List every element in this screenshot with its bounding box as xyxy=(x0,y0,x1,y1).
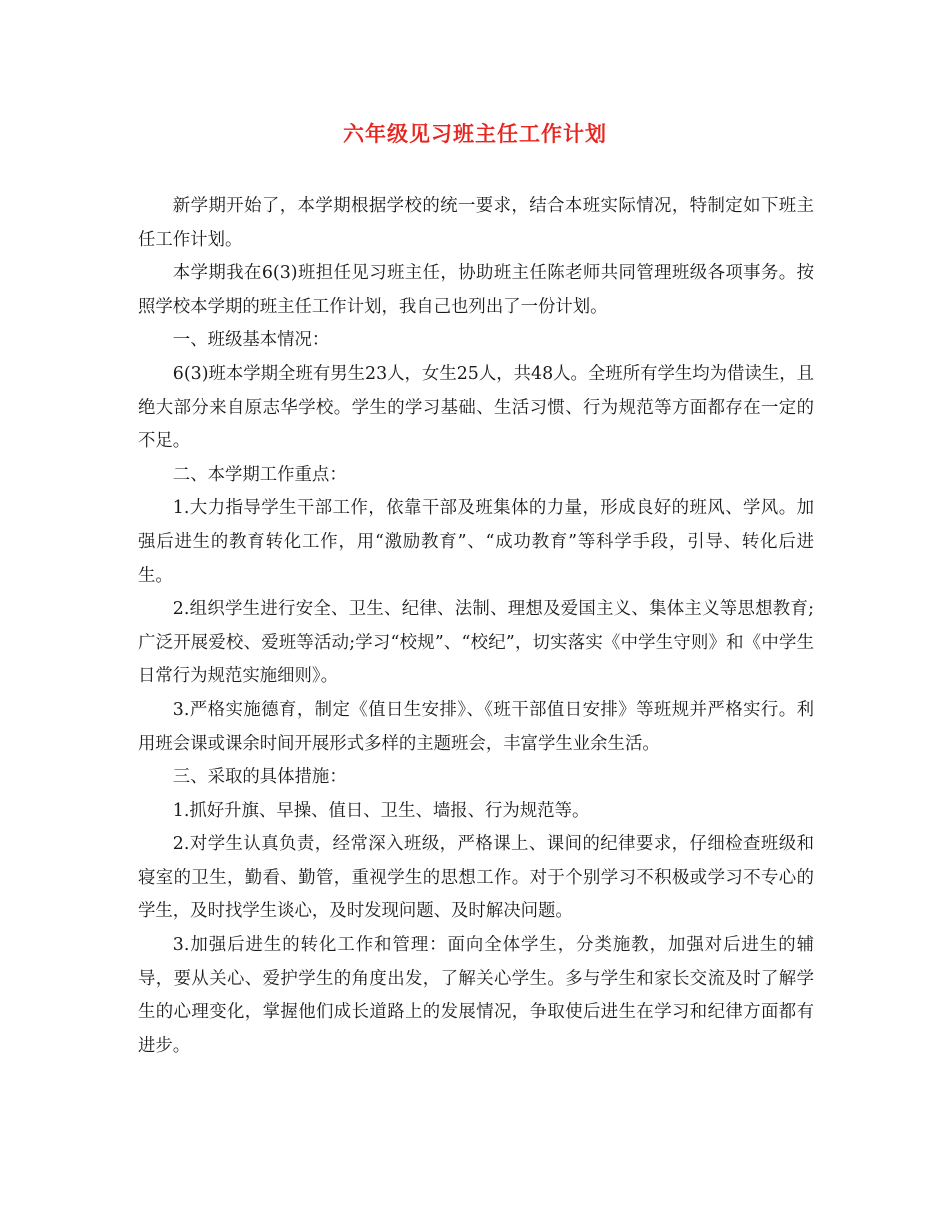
paragraph: 2.组织学生进行安全、卫生、纪律、法制、理想及爱国主义、集体主义等思想教育;广泛开展爱校、爱班等活动;学习“校规”、“校纪”，切实落实《中学生守则》和《中学生日常行为规范实施细则》。 xyxy=(138,599,814,687)
paragraph: 3.严格实施德育，制定《值日生安排》、《班干部值日安排》等班规并严格实行。利用班会课或课余时间开展形式多样的主题班会，丰富学生业余生活。 xyxy=(138,699,814,754)
document-body xyxy=(138,190,814,1063)
document-title: 六年级见习班主任工作计划 xyxy=(343,121,607,146)
section-heading: 二、本学期工作重点： xyxy=(172,464,347,485)
paragraph: 6(3)班本学期全班有男生23人，女生25人，共48人。全班所有学生均为借读生，且绝大部分来自原志华学校。学生的学习基础、生活习惯、行为规范等方面都存在一定的不足。 xyxy=(138,363,814,452)
section-heading: 三、采取的具体措施： xyxy=(172,767,347,788)
paragraph: 1.大力指导学生干部工作，依靠干部及班集体的力量，形成良好的班风、学风。加强后进生的教育转化工作，用“激励教育”、“成功教育”等科学手段，引导、转化后进生。 xyxy=(138,498,814,586)
section-heading: 一、班级基本情况： xyxy=(172,330,330,351)
paragraph: 2.对学生认真负责，经常深入班级，严格课上、课间的纪律要求，仔细检查班级和寝室的卫生，勤看、勤管，重视学生的思想工作。对于个别学习不积极或学习不专心的学生，及时找学生谈心，及时发现问题、及时解决问题。 xyxy=(138,834,814,922)
paragraph: 3.加强后进生的转化工作和管理：面向全体学生，分类施教，加强对后进生的辅导，要从关心、爱护学生的角度出发，了解关心学生。多与学生和家长交流及时了解学生的心理变化，掌握他们成长道路上的发展情况，争取使后进生在学习和纪律方面都有进步。 xyxy=(138,935,814,1056)
paragraph: 新学期开始了，本学期根据学校的统一要求，结合本班实际情况，特制定如下班主任工作计划。 xyxy=(138,196,814,250)
paragraph: 本学期我在6(3)班担任见习班主任，协助班主任陈老师共同管理班级各项事务。按照学校本学期的班主任工作计划，我自己也列出了一份计划。 xyxy=(138,263,814,317)
paragraph: 1.抓好升旗、早操、值日、卫生、墙报、行为规范等。 xyxy=(172,800,590,821)
